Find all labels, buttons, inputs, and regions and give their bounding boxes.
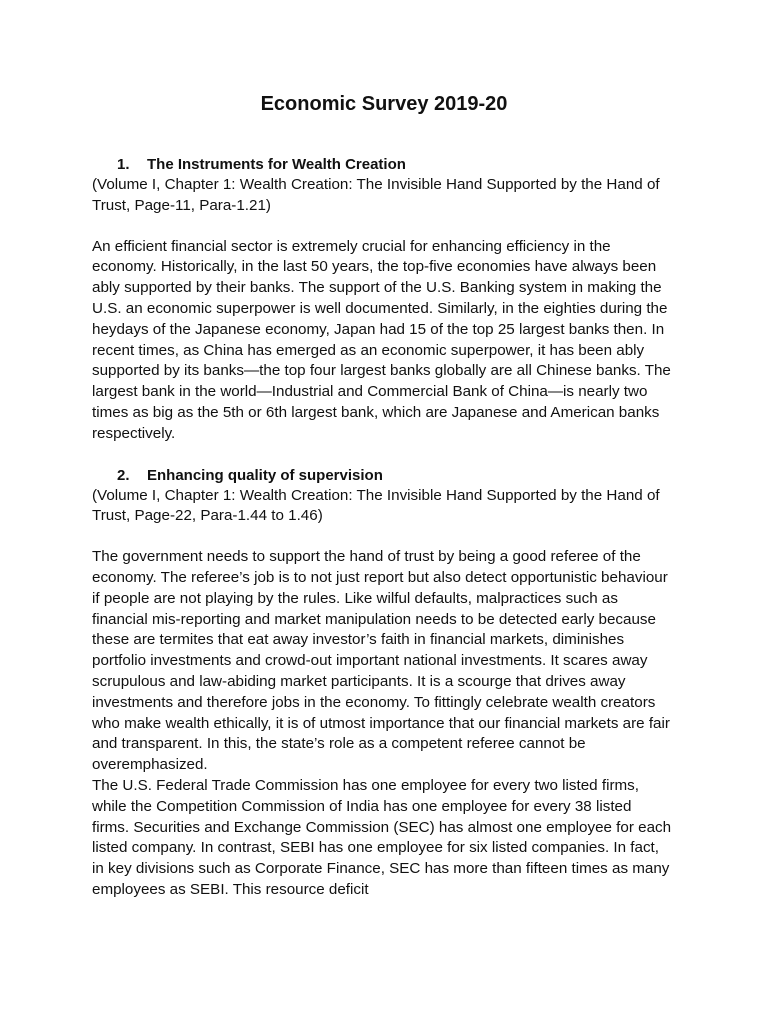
section-1-heading-text: The Instruments for Wealth Creation	[147, 156, 406, 173]
section-1-heading	[92, 154, 672, 175]
section-1-number: 1.	[117, 156, 130, 173]
document-title: Economic Survey 2019-20	[260, 93, 508, 115]
section-2-paragraph-1: The government needs to support the hand of trust by being a good referee of the economy. The referee’s job is to not just report but also detect opportunistic behaviour if people are not playing by the rules. Like wilful defaults, malpractices such as financial mis-reporting and market manipulation needs to be detected early because these are termites that eat away investor’s faith in financial markets, diminishes portfolio investments and crowd-out important national investments. It scares away scrupulous and law-abiding market participants. It is a scourge that drives away investments and therefore jobs in the economy. To fittingly celebrate wealth creators who make wealth ethically, it is of utmost importance that our financial markets are fair and transparent. In this, the state’s role as a competent referee cannot be overemphasized.	[92, 548, 670, 774]
section-2-paragraph-2: The U.S. Federal Trade Commission has one employee for every two listed firms, while the Competition Commission of India has one employee for every 38 listed firms. Securities and Exchange Commission (SEC) has almost one employee for each listed company. In contrast, SEBI has one employee for six listed companies. In fact, in key divisions such as Corporate Finance, SEC has more than fifteen times as many employees as SEBI. This resource deficit	[92, 776, 672, 898]
section-2-number: 2.	[117, 466, 130, 484]
section-1-paragraph-1: An efficient financial sector is extremely crucial for enhancing efficiency in the economy. Historically, in the last 50 years, the top-five economies have always been ably supported by their banks. The support of the U.S. Banking system in making the U.S. an economic superpower is well documented. Similarly, in the eighties during the heydays of the Japanese economy, Japan had 15 of the top 25 largest banks then. In recent times, as China has emerged as an economic superpower, it has been ably supported by its banks—the top four largest banks globally are all Chinese banks. The largest bank in the world—Industrial and Commercial Bank of China—is nearly two times as big as the 5th or 6th largest bank, which are Japanese and American banks respectively.	[92, 237, 671, 442]
section-2-heading	[92, 465, 672, 486]
section-2-heading-text: Enhancing quality of supervision	[147, 466, 383, 484]
section-1-reference: (Volume I, Chapter 1: Wealth Creation: The Invisible Hand Supported by the Hand of Trust, Page-11, Para-1.21)	[92, 176, 660, 214]
section-2-reference: (Volume I, Chapter 1: Wealth Creation: The Invisible Hand Supported by the Hand of Trust, Page-22, Para-1.44 to 1.46)	[92, 486, 660, 525]
